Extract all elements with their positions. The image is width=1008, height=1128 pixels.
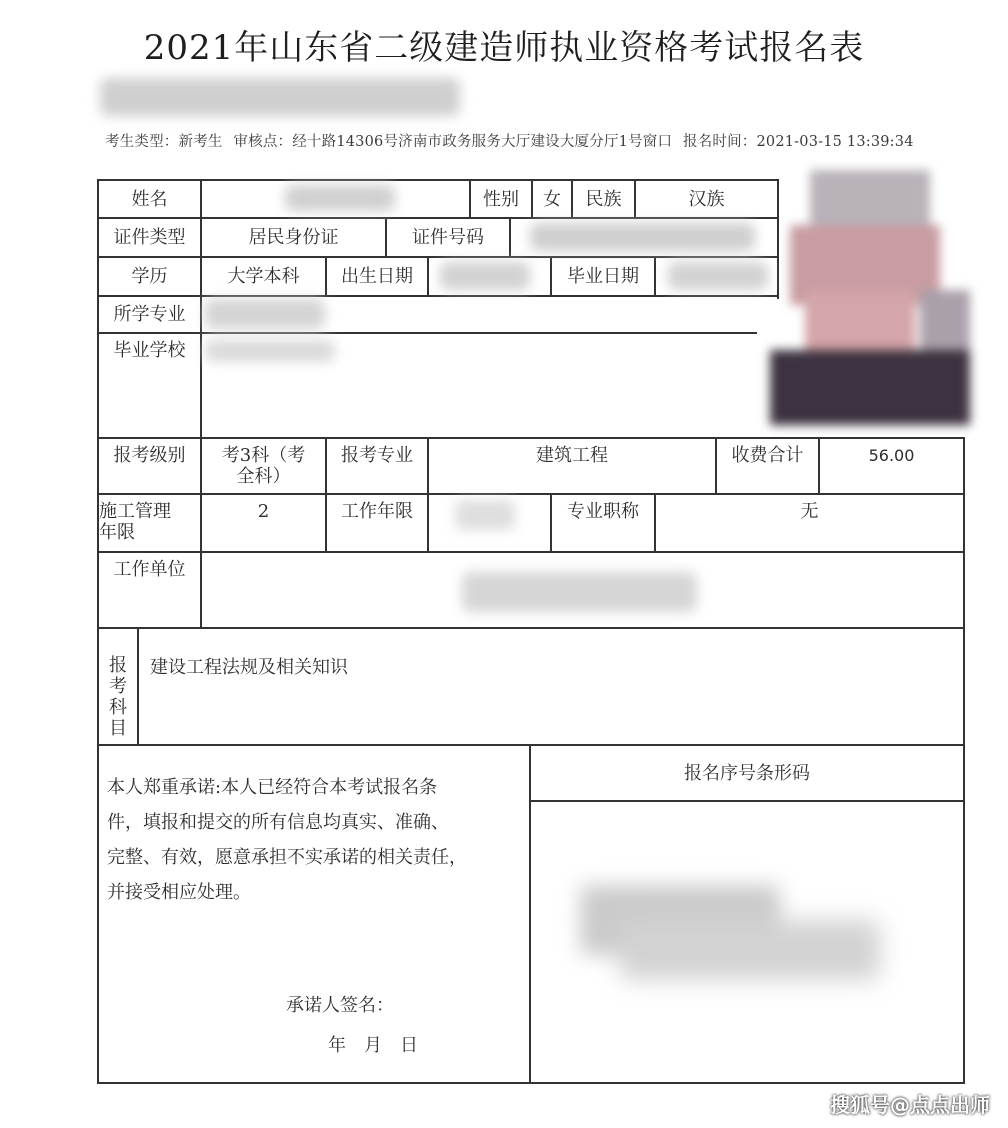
signature-label: 承诺人签名： xyxy=(286,995,394,1016)
ethnicity-label: 民族 xyxy=(585,188,622,210)
review-point: 审核点：经十路14306号济南市政务服务大厅建设大厦分厅1号窗口 xyxy=(233,134,673,150)
education-value: 大学本科 xyxy=(227,266,300,287)
birth-date-label: 出生日期 xyxy=(341,266,413,287)
table-border xyxy=(97,1082,965,1084)
row-line xyxy=(97,551,965,553)
employer-label: 工作单位 xyxy=(113,559,186,580)
row-line xyxy=(531,800,965,802)
work-years-label: 工作年限 xyxy=(341,501,413,522)
col-line xyxy=(427,256,429,295)
pledge-line: 本人郑重承诺:本人已经符合本考试报名条 xyxy=(107,777,438,798)
pledge-line: 件，填报和提交的所有信息均真实、准确、 xyxy=(107,812,449,833)
pledge-line: 完整、有效，愿意承担不实承诺的相关责任， xyxy=(107,847,467,868)
col-line xyxy=(654,256,656,295)
subjects-label-char: 目 xyxy=(109,718,127,739)
meta-line xyxy=(105,133,945,152)
watermark: 搜狐号@点点出师 xyxy=(830,1093,990,1117)
subjects-label xyxy=(100,655,136,739)
id-number-label: 证件号码 xyxy=(412,227,484,248)
id-type-label: 证件类型 xyxy=(113,227,186,248)
barcode-label: 报名序号条形码 xyxy=(684,762,810,784)
name-label: 姓名 xyxy=(131,188,168,210)
candidate-type: 考生类型：新考生 xyxy=(105,134,223,150)
pledge-line: 并接受相应处理。 xyxy=(107,882,251,903)
exam-major-label: 报考专业 xyxy=(341,445,413,466)
exam-level-label: 报考级别 xyxy=(113,445,186,466)
graduation-date-value xyxy=(668,262,768,290)
birth-date-value xyxy=(440,262,530,290)
subjects-value: 建设工程法规及相关知识 xyxy=(150,657,348,678)
exam-level-value xyxy=(202,439,325,493)
id-type-value: 居民身份证 xyxy=(248,227,339,248)
gender-value: 女 xyxy=(543,188,561,210)
mgmt-years-label xyxy=(99,495,200,551)
graduation-date-label: 毕业日期 xyxy=(567,266,639,287)
mgmt-years-label-line2: 年限 xyxy=(99,522,135,543)
registration-time: 报名时间：2021-03-15 13:39:34 xyxy=(682,134,914,150)
subjects-label-char: 报 xyxy=(109,655,127,676)
table-border xyxy=(963,437,965,1084)
mgmt-years-label-line1: 施工管理 xyxy=(99,501,171,522)
id-number-value xyxy=(530,223,755,251)
subjects-label-char: 考 xyxy=(109,676,127,697)
subjects-label-char: 科 xyxy=(109,697,127,718)
col-line xyxy=(137,627,139,744)
date-label: 年 月 日 xyxy=(328,1035,418,1056)
school-value xyxy=(205,340,335,362)
redacted-header-info xyxy=(100,78,460,116)
gender-label: 性别 xyxy=(483,188,519,210)
applicant-photo xyxy=(770,170,970,440)
work-years-value xyxy=(455,500,515,530)
pledge-text xyxy=(107,770,507,910)
fee-value: 56.00 xyxy=(868,446,915,465)
fee-label: 收费合计 xyxy=(731,445,804,466)
school-label: 毕业学校 xyxy=(113,340,186,361)
exam-level-line1: 考3科（考 xyxy=(221,445,306,466)
name-value xyxy=(285,185,395,211)
title-label: 专业职称 xyxy=(567,501,639,522)
mgmt-years-value: 2 xyxy=(257,501,270,522)
exam-level-line2: 全科） xyxy=(236,466,291,487)
barcode-image-part xyxy=(620,920,880,980)
education-label: 学历 xyxy=(131,266,168,287)
major-value xyxy=(205,299,325,329)
form-title: 2021年山东省二级建造师执业资格考试报名表 xyxy=(143,28,865,68)
ethnicity-value: 汉族 xyxy=(688,188,725,210)
exam-major-value: 建筑工程 xyxy=(536,445,608,466)
title-value: 无 xyxy=(800,501,819,522)
employer-value xyxy=(462,572,697,612)
col-line xyxy=(509,217,511,256)
row-line xyxy=(97,627,965,629)
major-label: 所学专业 xyxy=(113,304,186,325)
